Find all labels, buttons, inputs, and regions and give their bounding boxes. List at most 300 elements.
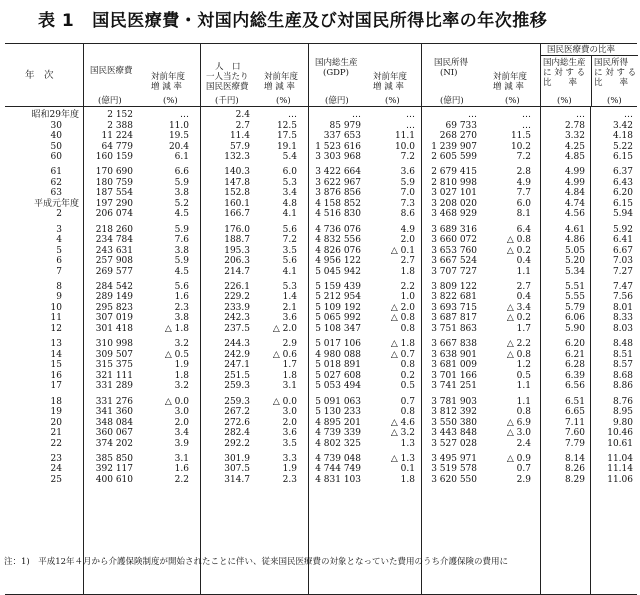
cell: 301 418 [95,323,133,334]
cell: 3.1 [282,381,297,392]
cell: 6.20 [612,188,633,199]
cell: 8.57 [612,360,633,371]
table-row [5,350,637,361]
cell: 8.86 [612,381,633,392]
cell: 85 979 [329,120,361,131]
cell: 321 111 [95,370,133,381]
cell: 2.9 [282,339,297,350]
cell: 5.9 [400,177,415,188]
cell: 19.5 [168,131,189,141]
cell: 3.3 [282,453,297,464]
cell: 244.3 [224,339,250,350]
cell: 4 895 201 [315,417,361,428]
cell: 5 109 192 [315,302,361,313]
cell: 12.5 [276,120,297,131]
cell: 3.6 [400,167,415,178]
cell: 4 802 325 [315,438,361,449]
cell: 5.55 [564,292,585,303]
cell: 5.34 [564,266,585,277]
row-year: 平成元年度 [33,198,79,209]
cell: 1.9 [174,360,189,371]
cell: 11.04 [607,453,633,464]
cell: △ 0.5 [164,349,189,360]
cell: 1.3 [400,438,415,449]
cell: 1.1 [516,396,531,407]
row-year: 18 [50,396,62,407]
row-year: 5 [56,245,62,256]
cell: 10.0 [394,141,415,152]
cell: 3.8 [174,245,189,256]
cell: 5.9 [174,177,189,188]
cell: △ 0.7 [390,349,415,360]
row-year: 20 [50,417,62,428]
cell: 3.42 [612,120,633,131]
cell: △ 0.8 [506,235,531,246]
table-row [5,464,637,475]
row-year: 19 [50,407,62,417]
cell: 7.2 [400,152,415,162]
cell: 5.20 [564,256,585,267]
cell: 11.4 [229,131,250,141]
cell: 3 653 760 [431,245,477,256]
cell: 4 980 088 [315,349,361,360]
cell: 0.7 [516,464,531,475]
row-year: 9 [56,292,62,303]
header-ni: 国民所得 (NI) (億円) [421,44,486,106]
cell: 4 831 103 [315,474,361,485]
cell: 7.7 [516,188,531,199]
cell: △ 4.6 [390,417,415,428]
cell: 3 822 681 [431,292,477,303]
cell: 259.3 [224,381,250,392]
cell: 360 067 [95,428,133,438]
cell: 400 610 [95,474,133,485]
cell: △ 0.2 [506,245,531,256]
row-year: 62 [50,177,62,188]
cell: 4 739 048 [315,453,361,464]
cell: 237.5 [224,323,250,334]
cell: 7.56 [612,292,633,303]
header-gdp: 国内総生産 (GDP) (億円) [308,44,372,106]
table-row [5,439,637,450]
row-year: 50 [50,141,62,152]
cell: 2 810 998 [431,177,477,188]
cell: 5 018 891 [315,360,361,371]
cell: 3.5 [282,245,297,256]
cell: 7.6 [174,235,189,246]
cell: 6.51 [564,396,585,407]
cell: 197 290 [95,198,133,209]
cell: 7.11 [564,417,585,428]
cell: 4.86 [564,235,585,246]
header-ratio-gdp: 国内総生産 [543,58,586,68]
cell: 242.9 [224,349,250,360]
cell: 8.1 [516,209,531,220]
table-row [5,282,637,293]
cell: △ 0.8 [390,313,415,324]
cell: △ 0.9 [506,453,531,464]
cell: 7.3 [400,198,415,209]
cell: 6.20 [564,339,585,350]
cell: 3 876 856 [315,188,361,199]
cell: △ 6.9 [506,417,531,428]
cell: 9.80 [612,417,633,428]
cell: 3 622 967 [315,177,361,188]
cell: 4.74 [564,198,585,209]
cell: 8.51 [612,349,633,360]
cell: 272.6 [224,417,250,428]
cell: 0.8 [400,407,415,417]
cell: 11.0 [168,120,189,131]
cell: 166.7 [224,209,250,220]
table-row [5,256,637,267]
table-row [5,360,637,371]
cell: 331 276 [95,396,133,407]
cell: 3 809 122 [431,281,477,292]
table-row [5,246,637,257]
cell: 5 017 106 [315,339,361,350]
header-year: 年 次 [25,70,54,81]
cell: 69 733 [445,120,477,131]
cell: 7.2 [516,152,531,162]
cell: 5.9 [174,224,189,235]
cell: 188.7 [224,235,250,246]
cell: 251.5 [224,370,250,381]
cell: 7.2 [282,235,297,246]
cell: 1.7 [282,360,297,371]
cell: 3 468 929 [431,209,477,220]
cell: 259.3 [224,396,250,407]
cell: 6.37 [612,167,633,178]
cell: 6.41 [612,235,633,246]
row-year: 3 [56,224,62,235]
cell: △ 1.3 [390,453,415,464]
cell: 2.7 [235,120,250,131]
cell: 4.5 [174,266,189,277]
cell: 2.1 [282,302,297,313]
cell: … [288,110,297,120]
cell: 6.28 [564,360,585,371]
cell: 4 736 076 [315,224,361,235]
cell: 2 605 599 [431,152,477,162]
cell: 8.03 [612,323,633,334]
cell: 1.2 [516,360,531,371]
cell: 4.99 [564,177,585,188]
cell: 160.1 [224,198,250,209]
cell: 314.7 [224,474,250,485]
cell: 5.6 [282,256,297,267]
header-nme-rate: 対前年度 増 減 率 (%) [151,72,186,106]
cell: 3 208 020 [431,198,477,209]
row-year: 4 [56,235,62,246]
table-title: 国民医療費・対国内総生産及び対国民所得比率の年次推移 [92,11,548,31]
cell: 2.0 [400,235,415,246]
cell: … [352,110,361,120]
cell: … [468,110,477,120]
cell: 3 689 316 [431,224,477,235]
cell: 1.4 [282,292,297,303]
cell: 6.6 [174,167,189,178]
row-year: 昭和29年度 [31,110,79,120]
table-row [5,131,637,142]
cell: △ 2.0 [390,302,415,313]
cell: 348 084 [95,417,133,428]
cell: 6.15 [612,198,633,209]
table-row [5,339,637,350]
cell: 7.47 [612,281,633,292]
table-row [5,167,637,178]
cell: 0.8 [400,323,415,334]
cell: 3.4 [282,188,297,199]
table-row [5,428,637,439]
cell: 3 443 848 [431,428,477,438]
cell: 6.0 [516,198,531,209]
table-row [5,371,637,382]
cell: 20.4 [168,141,189,152]
cell: 1 523 616 [315,141,361,152]
cell: 2.7 [516,281,531,292]
cell: 2.8 [516,167,531,178]
cell: 8.29 [564,474,585,485]
cell: 3.0 [174,407,189,417]
table-row [5,303,637,314]
cell: 4 739 339 [315,428,361,438]
cell: 8.95 [612,407,633,417]
cell: △ 0.0 [272,396,297,407]
cell: 3 781 903 [431,396,477,407]
cell: 214.7 [224,266,250,277]
cell: 3 693 715 [431,302,477,313]
cell: 11.1 [394,131,415,141]
cell: 3.2 [174,381,189,392]
cell: 268 270 [439,131,477,141]
cell: 195.3 [224,245,250,256]
row-year: 24 [50,464,62,475]
cell: 5.90 [564,323,585,334]
row-year: 12 [50,323,62,334]
cell: 243 631 [95,245,133,256]
cell: 3.5 [282,438,297,449]
row-year: 13 [50,339,62,350]
row-year: 8 [56,281,62,292]
cell: 17.5 [276,131,297,141]
cell: 132.3 [224,152,250,162]
cell: 234 784 [95,235,133,246]
cell: 242.3 [224,313,250,324]
row-year: 7 [56,266,62,277]
cell: 341 360 [95,407,133,417]
cell: 3 519 578 [431,464,477,475]
cell: 3 303 968 [315,152,361,162]
table-row [5,152,637,163]
table-row [5,407,637,418]
cell: 5 053 494 [315,381,361,392]
table-row [5,292,637,303]
cell: 385 850 [95,453,133,464]
cell: 2.7 [400,256,415,267]
row-year: 23 [50,453,62,464]
table-row [5,188,637,199]
cell: 3.8 [174,313,189,324]
cell: 4.8 [282,198,297,209]
cell: 2 388 [107,120,133,131]
cell: 3 707 727 [431,266,477,277]
cell: 0.8 [400,360,415,371]
cell: 6.4 [516,224,531,235]
cell: 152.8 [224,188,250,199]
cell: 3 681 009 [431,360,477,371]
cell: 5.79 [564,302,585,313]
cell: 7.60 [564,428,585,438]
cell: 5.6 [174,281,189,292]
cell: 5 091 063 [315,396,361,407]
cell: 4.9 [400,224,415,235]
cell: △ 2.0 [272,323,297,334]
cell: 0.1 [400,464,415,475]
table-row [5,110,637,121]
cell: … [522,120,531,131]
cell: 5 130 233 [315,407,361,417]
cell: 8.14 [564,453,585,464]
row-year: 15 [50,360,62,371]
cell: 3.0 [282,407,297,417]
row-year: 61 [50,167,62,178]
cell: 269 577 [95,266,133,277]
cell: 1.9 [282,464,297,475]
cell: 284 542 [95,281,133,292]
cell: 8.68 [612,370,633,381]
cell: 7.0 [400,188,415,199]
cell: 0.4 [516,292,531,303]
cell: 3 660 072 [431,235,477,246]
cell: 4 832 556 [315,235,361,246]
cell: 6.06 [564,313,585,324]
cell: 4.9 [516,177,531,188]
cell: 2.2 [174,474,189,485]
cell: 5 212 954 [315,292,361,303]
table-row [5,209,637,220]
cell: 4.84 [564,188,585,199]
cell: 10.46 [607,428,633,438]
cell: 3 550 380 [431,417,477,428]
row-year: 30 [50,120,62,131]
cell: 5.3 [282,281,297,292]
cell: 2.0 [282,417,297,428]
cell: 4 158 852 [315,198,361,209]
cell: 6.43 [612,177,633,188]
cell: 1.0 [400,292,415,303]
table-row [5,199,637,210]
cell: 2.78 [564,120,585,131]
cell: 2 679 415 [431,167,477,178]
cell: … [180,110,189,120]
table-row [5,418,637,429]
cell: 1.1 [516,266,531,277]
cell: 295 823 [95,302,133,313]
table-body [5,107,637,594]
cell: 1.6 [174,292,189,303]
cell: 307.5 [224,464,250,475]
cell: 309 507 [95,349,133,360]
cell: 257 908 [95,256,133,267]
header-per-capita-rate: 対前年度 増 減 率 (%) [264,72,299,106]
cell: 10.61 [607,438,633,449]
cell: 4.56 [564,209,585,220]
cell: △ 3.2 [390,428,415,438]
header-nme: 国民医療費 (億円) [83,44,144,106]
table-row [5,324,637,335]
cell: 5.94 [612,209,633,220]
cell: 392 117 [95,464,133,475]
row-year: 22 [50,438,62,449]
cell: 3.9 [174,438,189,449]
cell: 4.25 [564,141,585,152]
cell: 301.9 [224,453,250,464]
cell: 8.6 [400,209,415,220]
cell: … [522,110,531,120]
cell: 6.67 [612,245,633,256]
cell: 229.2 [224,292,250,303]
cell: 0.7 [400,396,415,407]
header-gdp-rate: 対前年度 増 減 率 (%) [373,72,408,106]
header-ratio-ni: 国民所得 [594,58,629,68]
row-year: 10 [50,302,62,313]
cell: 0.8 [516,407,531,417]
cell: 4.18 [612,131,633,141]
row-year: 16 [50,370,62,381]
cell: 4 744 749 [315,464,361,475]
cell: 3 620 550 [431,474,477,485]
cell: 5 108 347 [315,323,361,334]
cell: 6.21 [564,349,585,360]
cell: … [576,110,585,120]
table-row [5,475,637,486]
cell: 4.99 [564,167,585,178]
table-row [5,454,637,465]
cell: 6.39 [564,370,585,381]
cell: 6.56 [564,381,585,392]
header-ratio-group: 国民医療費の比率 国内総生産 に 対 す る 比 率 (%) 国民所得 に 対 す る 比 率 (%) [540,44,638,106]
table-row [5,121,637,132]
cell: 1.1 [516,381,531,392]
cell: 10.2 [510,141,531,152]
cell: 2 152 [107,110,133,120]
cell: 1.7 [516,323,531,334]
cell: 5.51 [564,281,585,292]
cell: 6.0 [282,167,297,178]
data-table [5,43,637,595]
row-year: 60 [50,152,62,162]
cell: 3 527 028 [431,438,477,449]
cell: 1.6 [174,464,189,475]
cell: 1.8 [174,370,189,381]
cell: 5.9 [174,256,189,267]
row-year: 11 [50,313,62,324]
cell: 1.8 [400,266,415,277]
cell: 8.48 [612,339,633,350]
cell: 4.1 [282,266,297,277]
page-title [38,6,638,31]
cell: 315 375 [95,360,133,371]
cell: 11.06 [607,474,633,485]
table-row [5,178,637,189]
cell: 0.2 [400,370,415,381]
cell: 0.5 [400,381,415,392]
table-row [5,225,637,236]
cell: 3.8 [174,188,189,199]
cell: 2.3 [174,302,189,313]
cell: 6.15 [612,152,633,162]
